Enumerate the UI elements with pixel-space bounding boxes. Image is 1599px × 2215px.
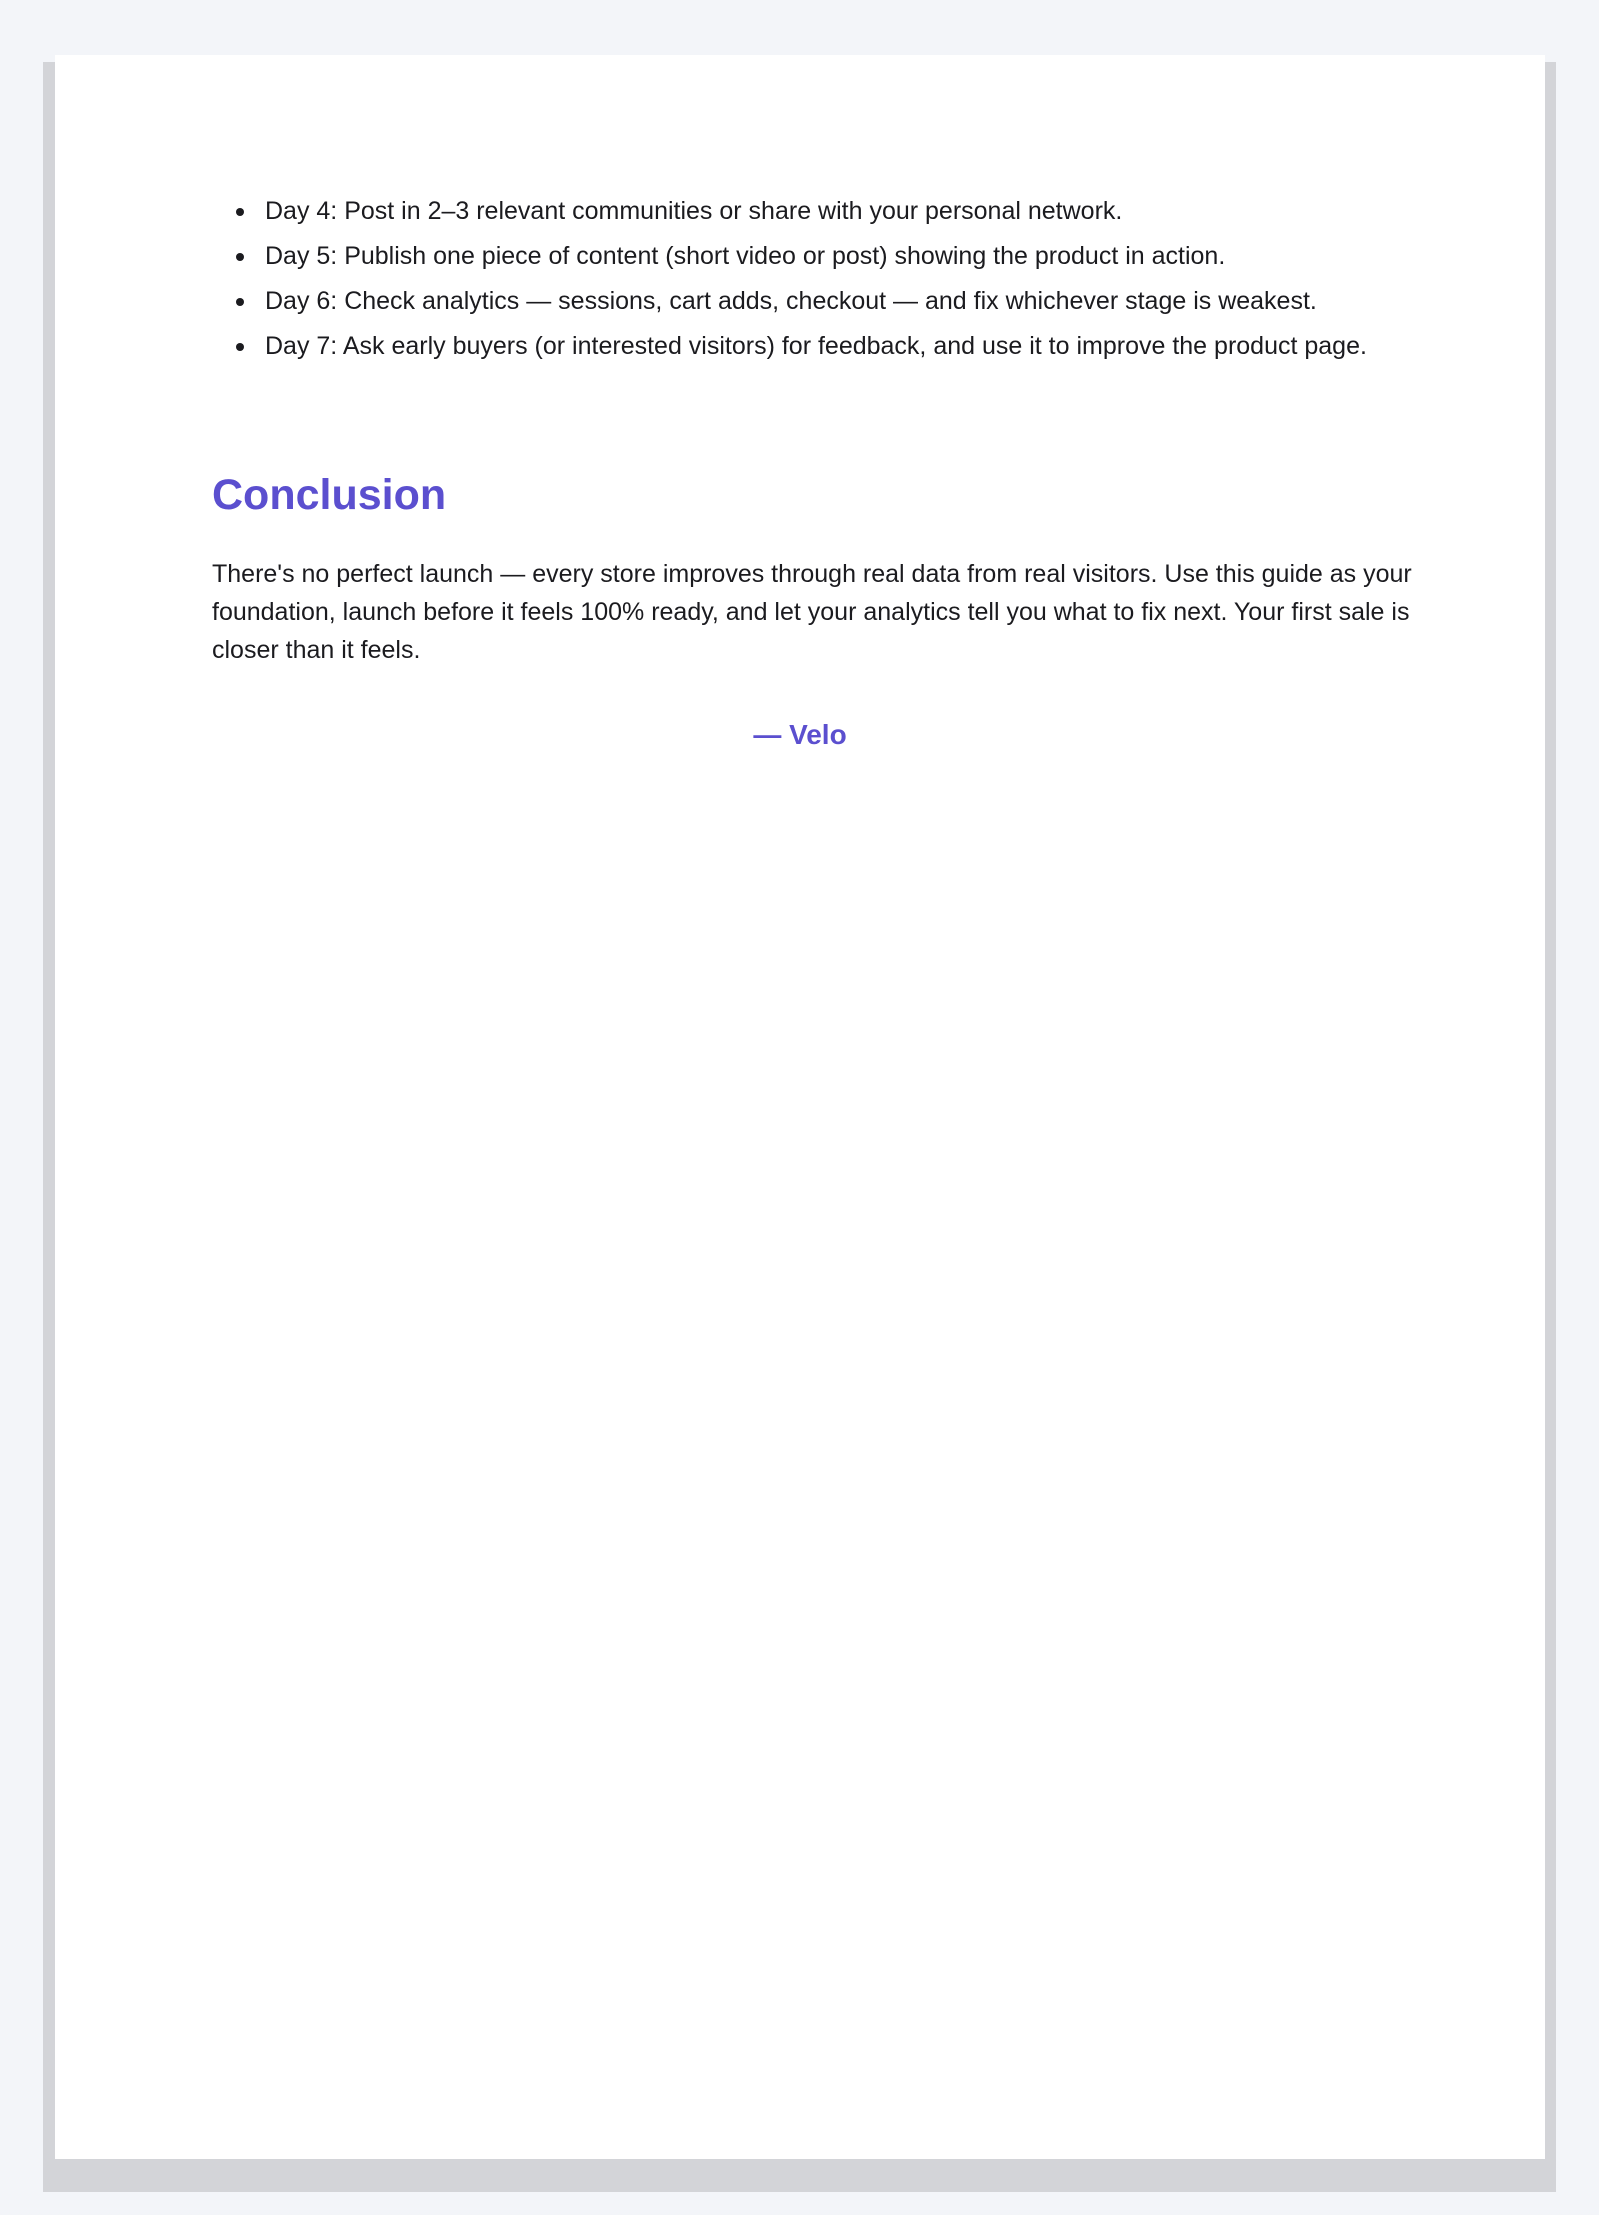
- list-item: [212, 234, 1442, 279]
- list-item-text: Day 6: Check analytics — sessions, cart adds, checkout — and fix whichever stage is weakest.: [265, 287, 1317, 315]
- list-item: [212, 324, 1442, 369]
- list-item: [212, 279, 1442, 324]
- list-item: [212, 189, 1442, 234]
- bullet-icon: [236, 298, 244, 306]
- bullet-icon: [236, 208, 244, 216]
- list-item-text: Day 7: Ask early buyers (or interested visitors) for feedback, and use it to improve the product page.: [265, 332, 1367, 360]
- bullet-icon: [236, 343, 244, 351]
- document-page: [55, 55, 1545, 2159]
- list-item-text: Day 4: Post in 2–3 relevant communities or share with your personal network.: [265, 197, 1123, 225]
- conclusion-paragraph: There's no perfect launch — every store improves through real data from real visitors. Use this guide as your foundation, launch before it feels 100% ready, and let your analytics tell you what to fix next. Your first sale is closer than it feels.: [212, 560, 1412, 664]
- signature: — Velo: [753, 719, 847, 750]
- day-plan-list: [212, 189, 1442, 369]
- bullet-icon: [236, 253, 244, 261]
- list-item-text: Day 5: Publish one piece of content (short video or post) showing the product in action.: [265, 242, 1226, 270]
- section-heading: Conclusion: [212, 471, 447, 519]
